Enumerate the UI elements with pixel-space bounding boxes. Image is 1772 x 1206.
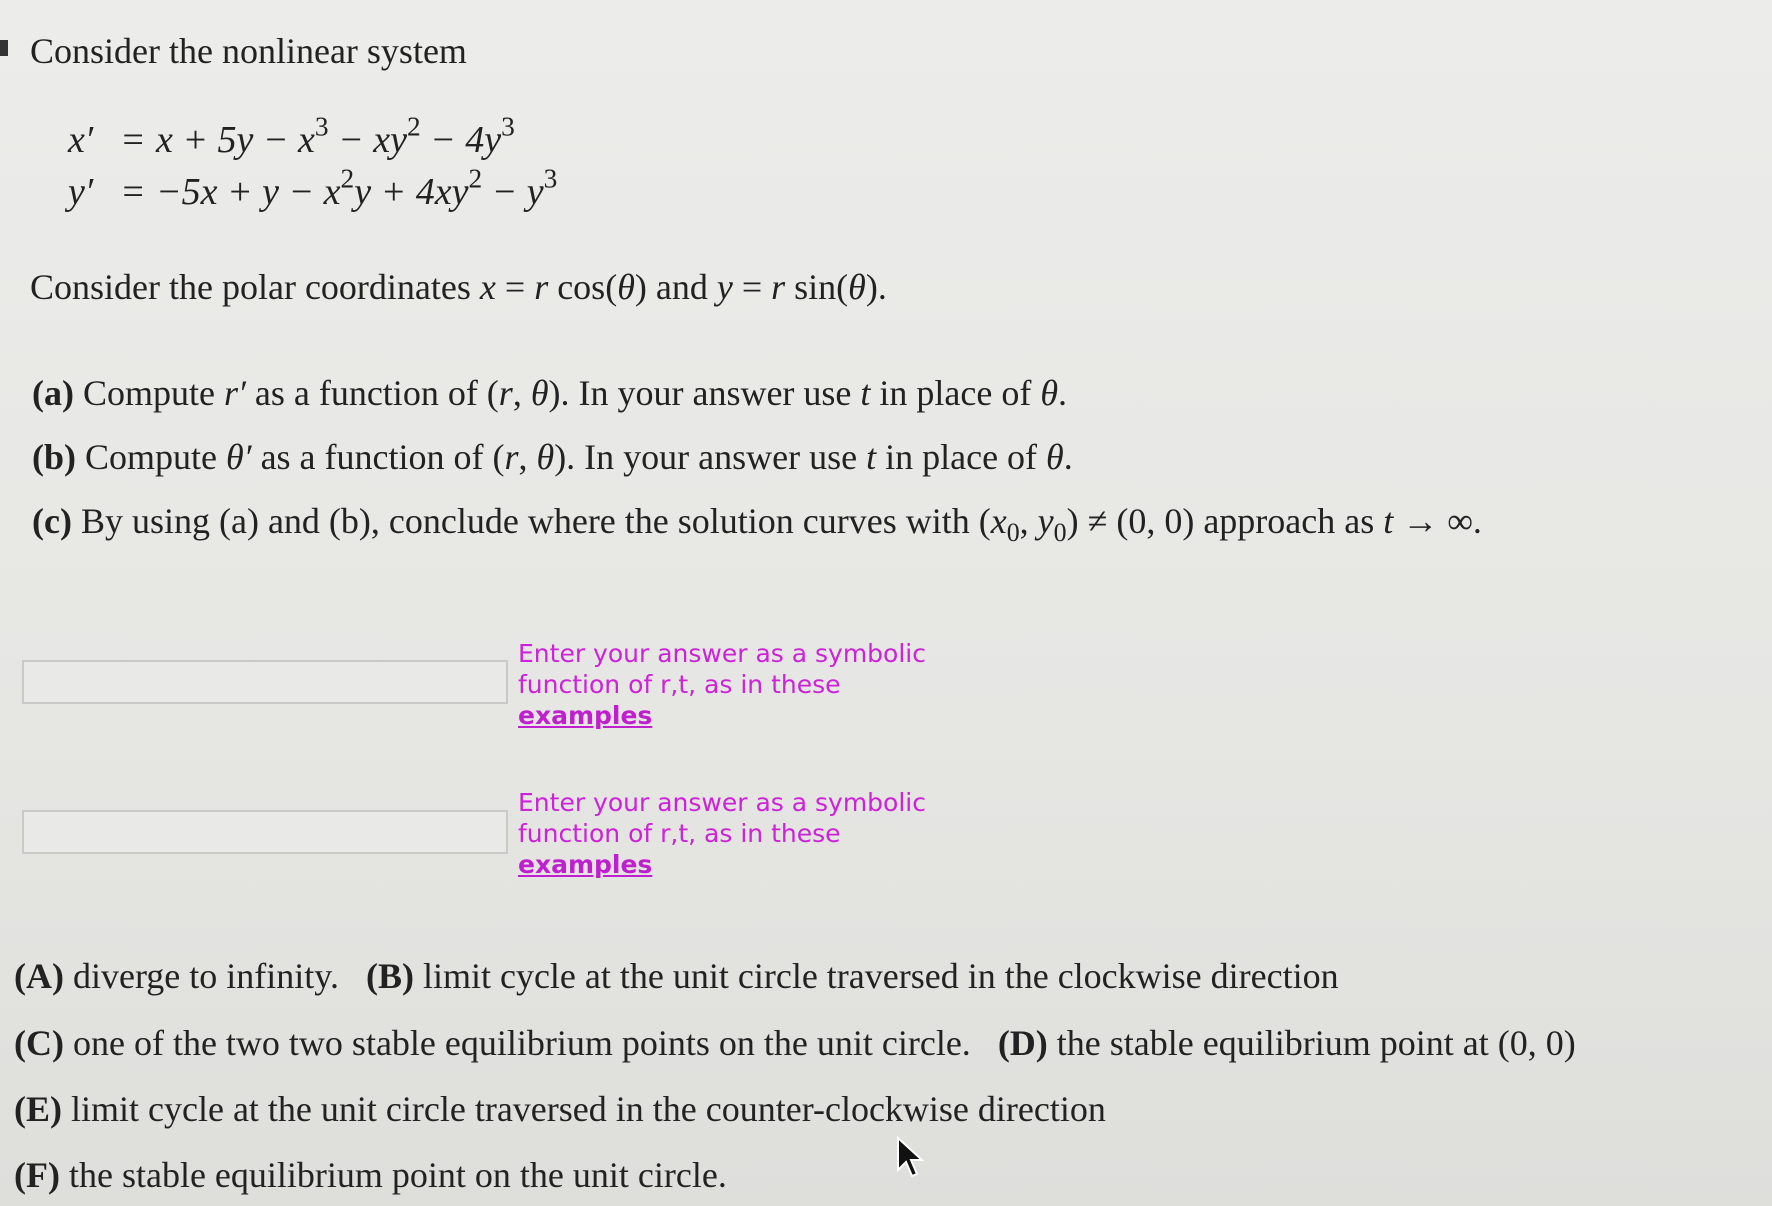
intro-text: Consider the nonlinear system <box>30 31 467 71</box>
choice-e-label: (E) <box>14 1089 62 1129</box>
choice-f-text: the stable equilibrium point on the unit circle. <box>68 1155 727 1195</box>
choice-b-text: limit cycle at the unit circle traversed in the clockwise direction <box>422 956 1339 996</box>
list-bullet <box>0 40 8 56</box>
choices-row-4 <box>14 1154 727 1196</box>
examples-link-1[interactable]: examples <box>518 701 653 730</box>
examples-link-2[interactable]: examples <box>518 850 653 879</box>
mouse-pointer-icon <box>896 1136 926 1180</box>
equation-2-lhs: y′ <box>68 171 94 213</box>
choice-d-label: (D) <box>997 1023 1048 1063</box>
equation-2-equals: = <box>120 171 146 213</box>
choice-c-label: (C) <box>14 1023 64 1063</box>
equation-1-lhs: x′ <box>68 119 94 161</box>
choice-e-text: limit cycle at the unit circle traversed in the counter-clockwise direction <box>71 1089 1106 1129</box>
choices-row-3 <box>14 1088 1106 1130</box>
answer-hint-2-text: Enter your answer as a symbolic function of r,t, as in these <box>518 788 926 848</box>
equation-2-rhs: $-5x + y - x^2y + 4xy^2 - y^3$ <box>156 163 558 213</box>
part-c-label: (c) <box>32 501 72 541</box>
part-b-text: Compute θ′ as a function of (r, θ). In your answer use t in place of θ. <box>85 437 1073 477</box>
part-a-text: Compute r′ as a function of (r, θ). In your answer use t in place of θ. <box>82 373 1068 413</box>
part-a-label: (a) <box>32 373 74 413</box>
equation-1-rhs: $x + 5y - x^3 - xy^2 - 4y^3$ <box>156 111 515 161</box>
part-b <box>32 436 1073 478</box>
polar-coordinates-text: Consider the polar coordinates x = r cos(θ) and y = r sin(θ). <box>30 267 887 307</box>
part-c-text: By using (a) and (b), conclude where the solution curves with ($x_0$, $y_0) \ne (0$, 0) approach as t → ∞. <box>80 501 1482 547</box>
answer-hint-2 <box>518 787 978 880</box>
answer-hint-1-text: Enter your answer as a symbolic function of r,t, as in these <box>518 639 926 699</box>
answer-input-r-prime[interactable] <box>22 660 508 704</box>
part-a <box>32 372 1067 414</box>
equation-1-equals: = <box>120 119 146 161</box>
choice-f-label: (F) <box>14 1155 60 1195</box>
part-c <box>32 500 1482 547</box>
choice-a-label: (A) <box>14 956 64 996</box>
choices-row-2 <box>14 1022 1576 1064</box>
answer-hint-1 <box>518 638 978 731</box>
part-b-label: (b) <box>32 437 76 477</box>
choice-a-text: diverge to infinity. <box>72 956 339 996</box>
choice-c-text: one of the two two stable equilibrium points on the unit circle. <box>72 1023 971 1063</box>
choices-row-1 <box>14 955 1339 997</box>
answer-input-theta-prime[interactable] <box>22 810 508 854</box>
choice-d-text: the stable equilibrium point at (0, 0) <box>1056 1023 1576 1063</box>
choice-b-label: (B) <box>365 956 414 996</box>
